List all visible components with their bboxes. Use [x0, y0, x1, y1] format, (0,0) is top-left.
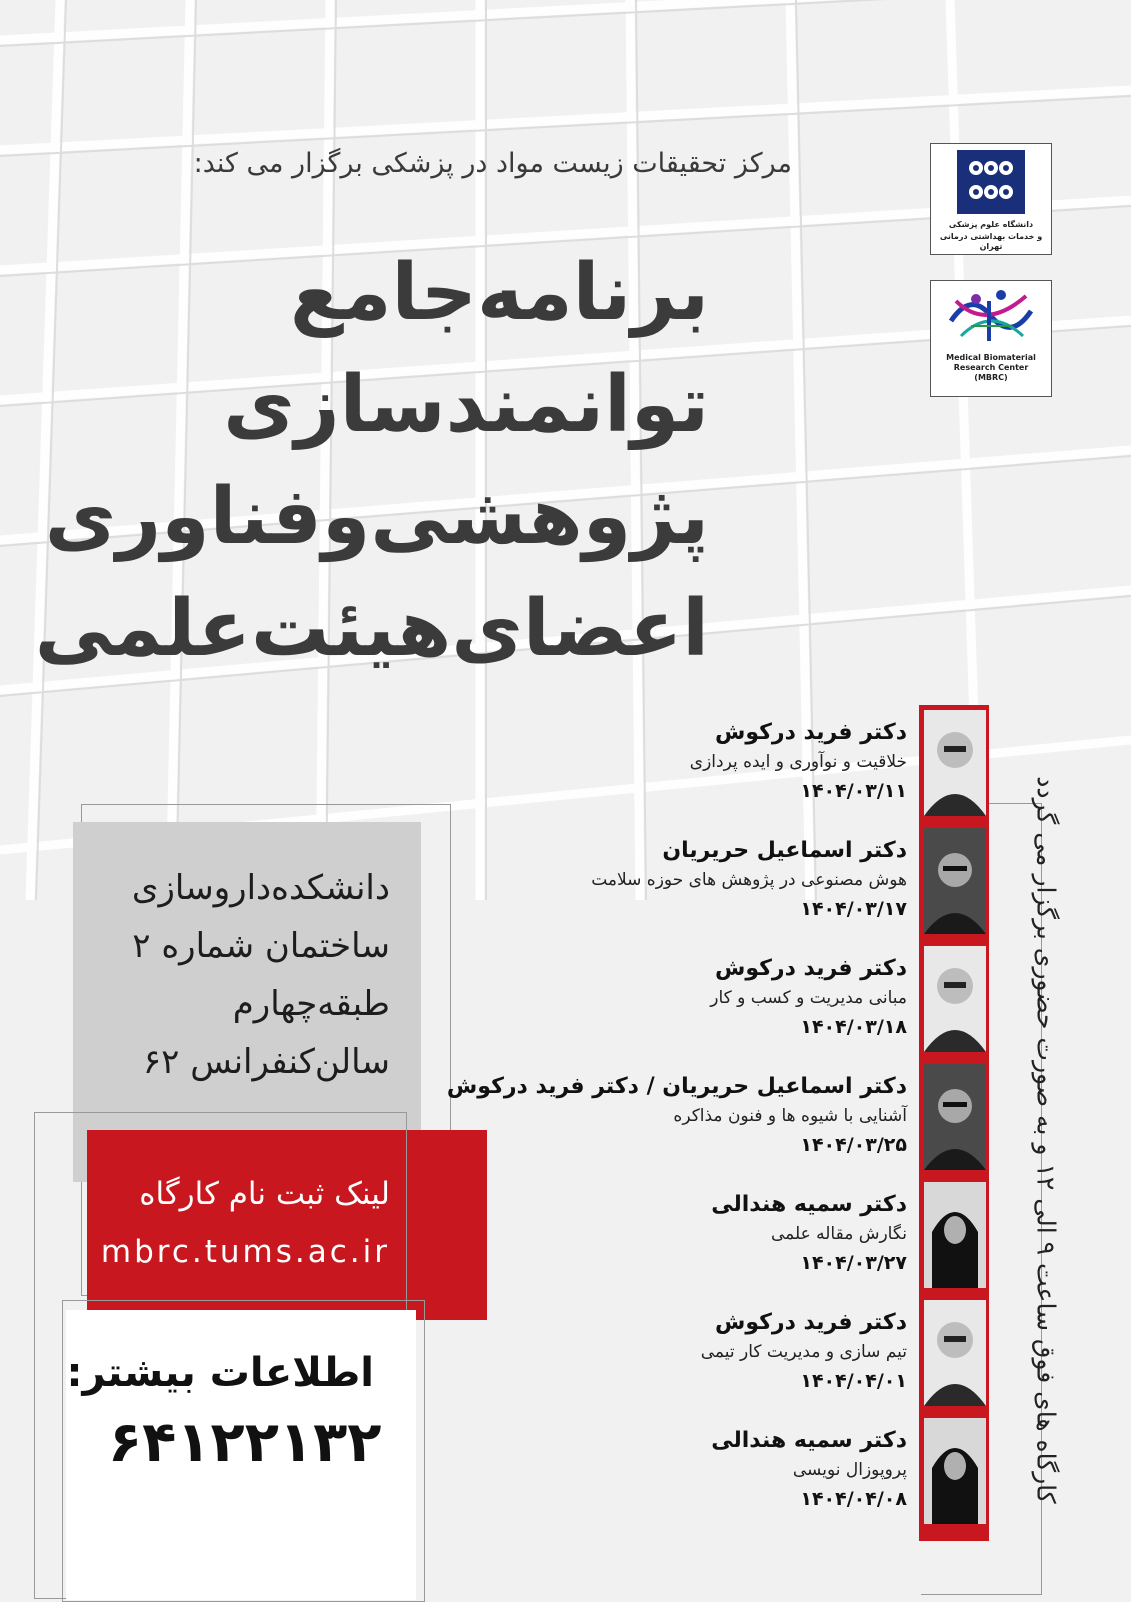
tums-logo-text-1: دانشگاه علوم پزشکی: [948, 220, 1034, 229]
registration-label: لینک ثبت نام کارگاه: [139, 1176, 390, 1212]
workshop-date: ۱۴۰۴/۰۳/۱۷: [800, 898, 907, 920]
speaker-photo-4: [924, 1064, 986, 1170]
workshop-topic: تیم سازی و مدیریت کار تیمی: [700, 1342, 907, 1362]
workshop-topic: آشنایی با شیوه ها و فنون مذاکره: [673, 1106, 907, 1126]
speaker-photo-2: [924, 828, 986, 934]
workshops-time-note: [1024, 770, 1068, 1510]
workshop-item-6: [701, 1308, 907, 1396]
workshop-date: ۱۴۰۴/۰۴/۰۱: [800, 1370, 907, 1392]
speaker-photo-7: [924, 1418, 986, 1524]
mbrc-logo-text-1: Medical Biomaterial: [946, 353, 1036, 362]
workshop-item-5: [711, 1190, 907, 1278]
workshop-item-7: [711, 1426, 907, 1514]
workshop-speaker: دکتر فرید درکوش: [714, 1310, 907, 1335]
contact-phone[interactable]: ۶۴۱۲۲۱۳۲: [108, 1410, 382, 1475]
mbrc-logo-text-2: Research Center: [953, 363, 1029, 372]
workshop-topic: پروپوزال نویسی: [792, 1460, 907, 1480]
workshop-speaker: دکتر اسماعیل حریریان: [662, 838, 907, 863]
workshop-topic: هوش مصنوعی در پژوهش های حوزه سلامت: [591, 870, 907, 890]
mbrc-emblem-icon: [931, 281, 1051, 351]
workshop-speaker: دکتر سمیه هندالی: [711, 1428, 907, 1453]
workshop-date: ۱۴۰۴/۰۳/۱۱: [800, 780, 907, 802]
workshop-date: ۱۴۰۴/۰۴/۰۸: [800, 1488, 907, 1510]
contact-label: اطلاعات بیشتر:: [66, 1350, 374, 1396]
workshop-speaker: دکتر فرید درکوش: [714, 956, 907, 981]
workshop-item-4: [447, 1072, 907, 1160]
organizer-line: مرکز تحقیقات زیست مواد در پزشکی برگزار می کند:: [193, 148, 792, 179]
speaker-photo-1: [924, 710, 986, 816]
title-line-3: پژوهشی‌وفناوری: [44, 472, 709, 562]
speaker-photo-5: [924, 1182, 986, 1288]
mbrc-logo-text-3: (MBRC): [974, 373, 1008, 382]
venue-line-3: طبقه‌چهارم: [232, 984, 390, 1024]
speaker-photo-6: [924, 1300, 986, 1406]
tums-logo-text-2: و خدمات بهداشتی درمانی تهران: [939, 232, 1043, 251]
workshop-item-1: [690, 718, 907, 806]
registration-link[interactable]: mbrc.tums.ac.ir: [100, 1234, 390, 1270]
workshop-date: ۱۴۰۴/۰۳/۲۵: [800, 1134, 907, 1156]
workshop-date: ۱۴۰۴/۰۳/۱۸: [800, 1016, 907, 1038]
workshop-item-2: [591, 836, 907, 924]
workshop-date: ۱۴۰۴/۰۳/۲۷: [800, 1252, 907, 1274]
tums-university-logo: [930, 143, 1052, 255]
title-line-1: برنامه‌جامع: [289, 248, 709, 338]
venue-line-4: سالن‌کنفرانس ۶۲: [142, 1042, 390, 1082]
speaker-photo-3: [924, 946, 986, 1052]
workshop-topic: خلاقیت و نوآوری و ایده پردازی: [689, 752, 907, 772]
venue-line-1: دانشکده‌داروسازی: [131, 868, 390, 908]
workshops-time-note-text: کارگاه های فوق ساعت ۹ الی ۱۲ و به صورت حضوری برگزار می گردد: [1031, 776, 1061, 1504]
workshop-topic: مبانی مدیریت و کسب و کار: [710, 988, 907, 1008]
tums-emblem-icon: [931, 144, 1051, 224]
workshop-topic: نگارش مقاله علمی: [770, 1224, 907, 1244]
workshop-speaker: دکتر فرید درکوش: [714, 720, 907, 745]
title-line-2: توانمندسازی: [223, 360, 709, 450]
title-line-4: اعضای‌هیئت‌علمی: [34, 584, 709, 674]
venue-line-2: ساختمان شماره ۲: [132, 926, 390, 966]
workshop-speaker: دکتر اسماعیل حریریان / دکتر فرید درکوش: [446, 1074, 907, 1099]
workshop-item-3: [710, 954, 907, 1042]
mbrc-logo: [930, 280, 1052, 397]
workshop-speaker: دکتر سمیه هندالی: [711, 1192, 907, 1217]
